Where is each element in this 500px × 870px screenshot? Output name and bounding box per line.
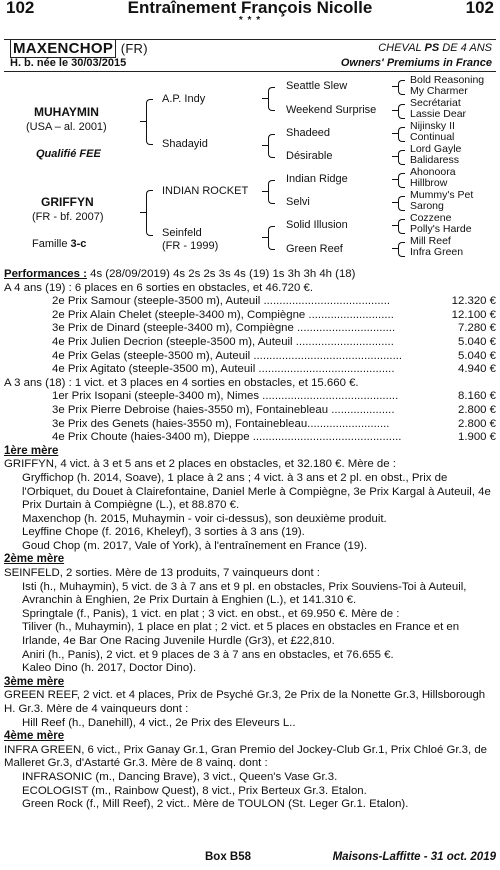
sire-info: (USA – al. 2001) [26,121,107,133]
mere4-line: INFRA GREEN, 6 vict., Prix Ganay Gr.1, Gran Premio del Jockey-Club Gr.1, Prix Chloé Gr.3, de Malleret Gr.3, d'Astarté Gr.3. Mère de 8 vainq. dont : [4,743,487,770]
race-result-text: 2e Prix Samour (steeple-3500 m), Auteuil ........................................ [52,295,391,308]
race-result-text: 4e Prix Gelas (steeple-3500 m), Auteuil ............................................... [52,349,403,362]
age-label: DE 4 ANS [442,42,492,54]
bracket-tick [262,237,268,238]
performances-line [4,268,498,282]
g1-dam-sire: INDIAN ROCKET [162,185,249,197]
race-result-amount: 4.940 € [457,363,496,376]
bracket-tick [392,248,398,249]
g3-9: Ahonoora [410,166,456,178]
catalog-body [4,268,498,812]
pedigree-chart [0,72,500,267]
race-result-amount: 2.800 € [457,417,496,430]
horse-origin: (FR) [120,41,148,56]
mere4-line: INFRASONIC (m., Dancing Brave), 3 vict., Queen's Vase Gr.3. [22,770,338,783]
race-result-amount: 7.280 € [457,322,496,335]
g3-8: Balidaress [410,154,460,166]
g3-7: Lord Gayle [410,143,462,155]
mere1-line: Goud Chop (m. 2017, Vale of York), à l'entraînement en France (19). [22,539,368,552]
mere2-line: Kaleo Dino (h. 2017, Doctor Dino). [22,662,197,675]
horse-name-line [10,39,148,58]
g2-1: Seattle Slew [286,80,348,92]
bracket-tick [262,98,268,99]
famille [32,239,86,251]
mere2-line: Tiliver (h., Muhaymin), 1 place en plat ; 2 vict. et 5 places en obstacles en France et en Irlande, 4e Bar One Racing Juvenile Hurdle (Gr3), et £22,810. [22,621,460,648]
g2-4: Désirable [286,150,333,162]
bracket-g1 [268,180,275,204]
mere2-line: Isti (h., Muhaymin), 5 vict. de 3 à 7 ans et 9 pl. en obstacles, Prix Souviens-Toi à Auteuil, Avranchin à Enghien, 2e Prix Durtain à Enghien (L.), et 141.310 €. [22,580,467,607]
bracket-g1 [268,226,275,250]
owners-premiums: Owners' Premiums in France [340,57,492,69]
race-result-text: 4e Prix Choute (haies-3400 m), Dieppe ............................................... [52,431,402,444]
mere2-line: SEINFELD, 2 sorties. Mère de 13 produits, 7 vainqueurs dont : [4,567,320,580]
race-result-row [4,322,498,336]
mere1-line: GRIFFYN, 4 vict. à 3 et 5 ans et 2 places en obstacles, et 32.180 €. Mère de : [4,458,396,471]
bracket-g2 [398,150,405,165]
mere2-section [4,567,498,676]
mere1-line: Maxenchop (h. 2015, Muhaymin - voir ci-dessus), son deuxième produit. [22,512,387,525]
bracket-tick [392,156,398,157]
bracket-g2 [398,173,405,188]
g3-12: Sarong [410,200,444,212]
g3-15: Mill Reef [410,235,451,247]
race-result-text: 4e Prix Agitato (steeple-3500 m), Auteuil ........................................... [52,363,395,376]
dam-name: GRIFFYN [41,195,94,209]
g1-sire-sire: A.P. Indy [162,93,206,105]
g2-6: Selvi [286,196,310,208]
g3-1: Bold Reasoning [410,74,485,86]
mere2-heading: 2ème mère [4,553,65,566]
mere3-line: GREEN REEF, 2 vict. et 4 places, Prix de Psyché Gr.3, 2e Prix de la Nonette Gr.3, Hillsborough H. Gr.3. Mère de 4 vainqueurs dont : [4,689,486,715]
mere1-heading: 1ère mère [4,444,59,457]
bracket-g1 [268,87,275,111]
g3-11: Mummy's Pet [410,189,474,201]
bracket-tick [392,86,398,87]
mere2-line: Springtale (f., Panis), 1 vict. en plat ; 3 vict. en obst., et 69.950 €. Mère de : [22,607,400,620]
g2-7: Solid Illusion [286,219,348,231]
bracket-tick [392,110,398,111]
horse-identity [4,39,496,72]
race-result-row [4,418,498,432]
bracket-sire [146,99,153,145]
race-result-text: 2e Prix Alain Chelet (steeple-3400 m), Compiègne ........................... [52,308,394,321]
mere4-heading: 4ème mère [4,730,65,743]
race-result-row [4,309,498,323]
horse-name: MAXENCHOP [10,39,116,58]
bracket-dam [146,190,153,236]
g1-dam-dam: Seinfeld [162,227,202,239]
sire-note: Qualifié FEE [36,148,101,160]
catalog-number-right: 102 [465,0,494,17]
sire-name: MUHAYMIN [34,105,99,119]
bracket-tick [392,179,398,180]
mere3-section [4,689,498,730]
race-result-amount: 2.800 € [457,403,496,416]
famille-value: 3-c [70,238,87,250]
mere4-line: ECOLOGIST (m., Rainbow Quest), 8 vict., Prix Berteux Gr.3. Etalon. [22,784,367,797]
g3-14: Polly's Harde [410,223,472,235]
box-number: Box B58 [205,851,252,863]
race-result-row [4,350,498,364]
race-result-row [4,363,498,377]
mere4-section [4,744,498,812]
g3-4: Lassie Dear [410,108,467,120]
ps-label: PS [424,42,440,54]
age3-results [4,390,498,444]
race-result-amount: 12.320 € [451,295,496,308]
page-title: Entraînement François Nicolle [127,0,373,17]
age4-summary: A 4 ans (19) : 6 places en 6 sorties en obstacles, et 46.720 €. [4,281,314,294]
mere4-line: Green Rock (f., Mill Reef), 2 vict.. Mère de TOULON (St. Leger Gr.1. Etalon). [22,798,409,811]
bracket-tick [262,145,268,146]
race-result-row [4,390,498,404]
race-result-amount: 12.100 € [451,308,496,321]
cheval-label: CHEVAL [378,42,422,54]
bracket-g2 [398,127,405,142]
catalog-number-left: 102 [6,0,35,17]
dam-info: (FR - bf. 2007) [32,211,104,223]
g3-5: Nijinsky II [410,120,455,132]
g3-6: Continual [410,131,455,143]
mere3-line: Hill Reef (h., Danehill), 4 vict., 2e Prix des Eleveurs L.. [22,716,296,729]
race-result-amount: 5.040 € [457,349,496,362]
horse-birth: H. b. née le 30/03/2015 [10,57,127,69]
performances-summary: 4s (28/09/2019) 4s 2s 2s 3s 4s (19) 1s 3h 3h 4h (18) [90,268,356,280]
bracket-tick [392,133,398,134]
bracket-g2 [398,219,405,234]
performances-label: Performances : [4,268,87,280]
bracket-g2 [398,242,405,257]
age4-results [4,295,498,377]
race-result-row [4,336,498,350]
race-result-text: 4e Prix Julien Decrion (steeple-3500 m), Auteuil ............................... [52,335,394,348]
mere3-heading: 3ème mère [4,675,65,688]
bracket-g2 [398,104,405,119]
bracket-tick [392,225,398,226]
race-result-row [4,295,498,309]
mere2-line: Aniri (h., Panis), 2 vict. et 9 places de 3 à 7 ans en obstacles, et 76.655 €. [22,648,394,661]
race-result-text: 1er Prix Isopani (steeple-3400 m), Nimes ........................................... [52,390,399,403]
bracket-tick [140,121,146,122]
bracket-tick [262,191,268,192]
race-result-amount: 5.040 € [457,335,496,348]
race-result-text: 3e Prix de Dinard (steeple-3400 m), Compiègne ............................... [52,322,396,335]
race-result-row [4,431,498,445]
g3-10: Hillbrow [410,177,448,189]
horse-class [378,42,492,54]
g2-5: Indian Ridge [286,173,348,185]
race-result-amount: 8.160 € [457,390,496,403]
g3-16: Infra Green [410,246,464,258]
g3-2: My Charmer [410,85,468,97]
g3-13: Cozzene [410,212,452,224]
g2-3: Shadeed [286,127,331,139]
race-result-amount: 1.900 € [457,431,496,444]
mere1-line: Gryffichop (h. 2014, Soave), 1 place à 2 ans ; 4 vict. à 3 ans et 2 pl. en obst., Prix de l'Orbiquet, du Douet à Clairefontaine, Daniel Merle à Compiègne, 3e Prix Kargal à Auteuil, 4e Prix Durtain à Compiègne (L.), et 88.870 €. [22,471,491,512]
bracket-tick [140,212,146,213]
mere1-section [4,458,498,553]
header-stars: * * * [238,15,262,26]
bracket-g1 [268,134,275,158]
bracket-g2 [398,80,405,95]
race-result-row [4,404,498,418]
g2-2: Weekend Surprise [286,104,377,116]
bracket-tick [392,202,398,203]
g2-8: Green Reef [286,243,343,255]
race-result-text: 3e Prix Pierre Debroise (haies-3550 m), Fontainebleau .................... [52,403,395,416]
age3-summary: A 3 ans (18) : 1 vict. et 3 places en 4 sorties en obstacles, et 15.660 €. [4,376,359,389]
mere1-line: Leyffine Chope (f. 2016, Kheleyf), 3 sorties à 3 ans (19). [22,526,305,539]
page-footer [0,851,500,869]
g3-3: Secrétariat [410,97,461,109]
sale-location-date: Maisons-Laffitte - 31 oct. 2019 [332,851,496,863]
bracket-g2 [398,196,405,211]
famille-label: Famille [32,238,68,250]
g1-sire-dam: Shadayid [162,138,208,150]
race-result-text: 3e Prix des Genets (haies-3550 m), Fontainebleau.......................... [52,417,390,430]
g1-dam-dam-info: (FR - 1999) [162,240,219,252]
